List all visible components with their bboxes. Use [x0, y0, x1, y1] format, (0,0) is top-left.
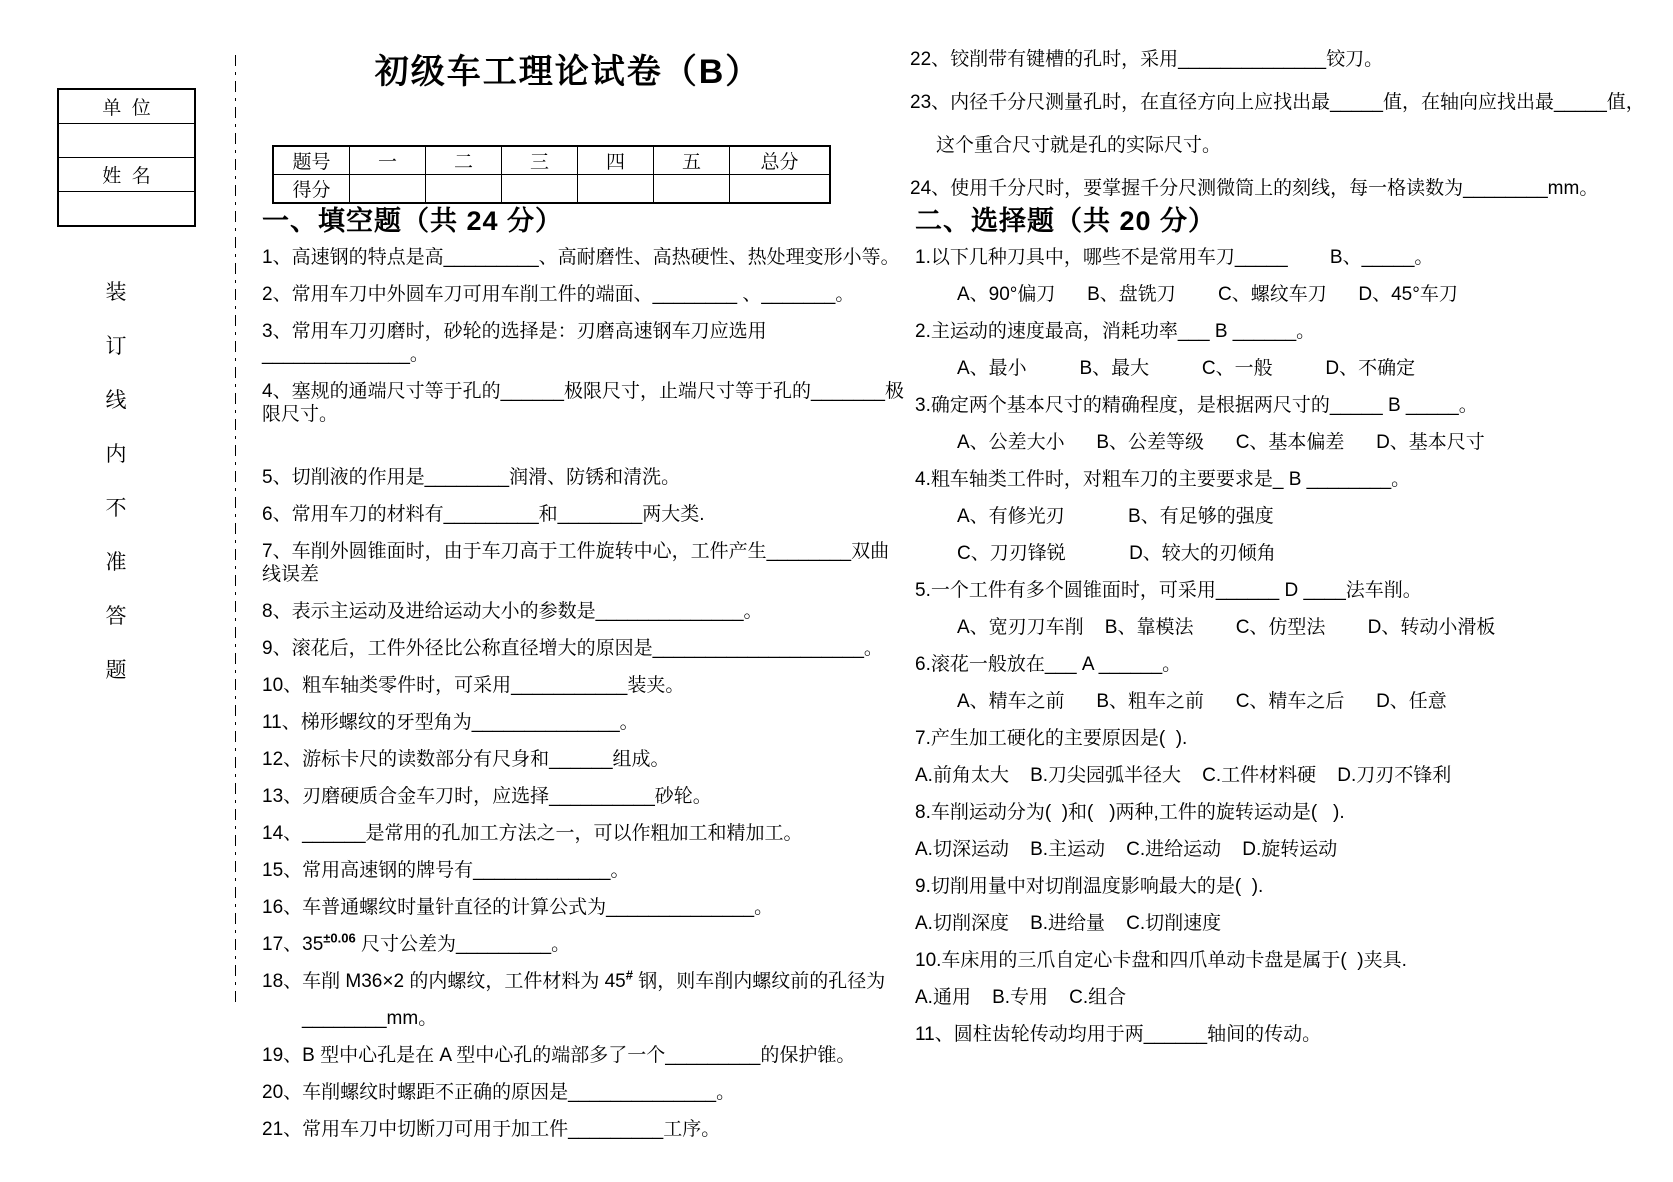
binding-char: 线 [105, 389, 127, 412]
fill-question-18 [262, 967, 907, 993]
fill-question: 10、粗车轴类零件时，可采用___________装夹。 [262, 675, 685, 696]
choice-question: 2.主运动的速度最高，消耗功率___ B ______。 [915, 321, 1316, 342]
section1-heading: 一、填空题（共 24 分） [262, 206, 564, 236]
name-label: 姓 名 [59, 158, 194, 192]
choice-options: A、有修光刃 B、有足够的强度 [957, 506, 1274, 527]
unit-label: 单 位 [59, 90, 194, 124]
unit-name-box [57, 88, 196, 227]
choice-question: 10.车床用的三爪自定心卡盘和四爪单动卡盘是属于( )夹具. [915, 950, 1407, 971]
choice-question: 5.一个工件有多个圆锥面时，可采用______ D ____法车削。 [915, 580, 1422, 601]
binding-char: 不 [105, 497, 127, 520]
score-header-cell: 总分 [730, 146, 831, 175]
binding-line [235, 55, 236, 1005]
choice-question: 6.滚花一般放在___ A ______。 [915, 654, 1182, 675]
section2-heading: 二、选择题（共 20 分） [915, 206, 1217, 236]
score-table [272, 145, 831, 204]
fill-question: 8、表示主运动及进给运动大小的参数是______________。 [262, 601, 763, 622]
q18-steel-grade-superscript: # [625, 967, 633, 983]
fill-question: 21、常用车刀中切断刀可用于加工件_________工序。 [262, 1119, 721, 1140]
score-header-cell: 四 [578, 146, 654, 175]
score-cell-empty [654, 175, 730, 204]
score-row-label: 得分 [273, 175, 350, 204]
name-value-empty [59, 192, 194, 225]
choice-options: A、精车之前 B、粗车之前 C、精车之后 D、任意 [957, 691, 1447, 712]
page-title: 初级车工理论试卷（B） [374, 53, 762, 91]
q18-text: 钢，则车削内螺纹前的孔径为 [632, 971, 886, 992]
choice-options: A.通用 B.专用 C.组合 [915, 987, 1127, 1008]
fill-question: 15、常用高速钢的牌号有_____________。 [262, 860, 630, 881]
fill-question: 4、塞规的通端尺寸等于孔的______极限尺寸，止端尺寸等于孔的_______极限尺寸。 [262, 381, 904, 425]
score-header-cell: 题号 [273, 146, 350, 175]
binding-char: 订 [105, 335, 127, 358]
fill-question: 23、内径千分尺测量孔时，在直径方向上应找出最_____值，在轴向应找出最_____值， [910, 92, 1645, 113]
fill-question: 7、车削外圆锥面时，由于车刀高于工件旋转中心，工件产生________双曲线误差 [262, 541, 890, 585]
choice-question: 9.切削用量中对切削温度影响最大的是( ). [915, 876, 1264, 897]
q17-text: 尺寸公差为_________。 [355, 934, 571, 955]
fill-question: 22、铰削带有键槽的孔时，采用______________铰刀。 [910, 49, 1384, 70]
fill-question: 14、______是常用的孔加工方法之一，可以作粗加工和精加工。 [262, 823, 803, 844]
score-cell-empty [578, 175, 654, 204]
score-cell-empty [730, 175, 831, 204]
fill-question: 19、B 型中心孔是在 A 型中心孔的端部多了一个_________的保护锥。 [262, 1045, 856, 1066]
fill-question: 16、车普通螺纹时量针直径的计算公式为______________。 [262, 897, 774, 918]
fill-question: 6、常用车刀的材料有_________和________两大类. [262, 504, 705, 525]
choice-options: A、最小 B、最大 C、一般 D、不确定 [957, 358, 1416, 379]
score-header-cell: 五 [654, 146, 730, 175]
score-header-cell: 三 [502, 146, 578, 175]
fill-question-18-continuation: ________mm。 [302, 1008, 438, 1029]
choice-options: A、90°偏刀 B、盘铣刀 C、螺纹车刀 D、45°车刀 [957, 284, 1458, 305]
fill-question: 1、高速钢的特点是高_________、高耐磨性、高热硬性、热处理变形小等。 [262, 247, 900, 268]
fill-question-17 [262, 930, 907, 956]
fill-question: 5、切削液的作用是________润滑、防锈和清洗。 [262, 467, 681, 488]
binding-notice [102, 276, 130, 684]
choice-questions-column [915, 246, 1670, 1060]
binding-char: 内 [105, 443, 127, 466]
fill-question: 11、梯形螺纹的牙型角为______________。 [262, 712, 639, 733]
choice-options: A.切深运动 B.主运动 C.进给运动 D.旋转运动 [915, 839, 1338, 860]
fill-question: 20、车削螺纹时螺距不正确的原因是______________。 [262, 1082, 736, 1103]
score-header-cell: 二 [426, 146, 502, 175]
choice-options: A、宽刃刀车削 B、靠模法 C、仿型法 D、转动小滑板 [957, 617, 1496, 638]
fill-questions-column [262, 246, 907, 1155]
choice-question: 7.产生加工硬化的主要原因是( ). [915, 728, 1188, 749]
fill-question: 2、常用车刀中外圆车刀可用车削工件的端面、________ 、_______。 [262, 284, 855, 305]
binding-char: 装 [105, 281, 127, 304]
choice-options: A.切削深度 B.进给量 C.切削速度 [915, 913, 1222, 934]
fill-question: 9、滚花后，工件外径比公称直径增大的原因是____________________。 [262, 638, 883, 659]
fill-question: 12、游标卡尺的读数部分有尺身和______组成。 [262, 749, 670, 770]
binding-char: 准 [105, 551, 127, 574]
q17-text: 17、35 [262, 934, 324, 955]
fill-question: 24、使用千分尺时，要掌握千分尺测微筒上的刻线，每一格读数为________mm。 [910, 178, 1599, 199]
q18-text: 18、车削 M36×2 的内螺纹，工件材料为 45 [262, 971, 626, 992]
choice-options: A.前角太大 B.刀尖园弧半径大 C.工件材料硬 D.刀刃不锋利 [915, 765, 1452, 786]
score-table-header-row [273, 146, 830, 175]
fill-question: 13、刃磨硬质合金车刀时，应选择__________砂轮。 [262, 786, 712, 807]
choice-options: C、刀刃锋锐 D、较大的刃倾角 [957, 543, 1276, 564]
choice-question: 8.车削运动分为( )和( )两种,工件的旋转运动是( ). [915, 802, 1345, 823]
binding-char: 答 [105, 605, 127, 628]
choice-options: A、公差大小 B、公差等级 C、基本偏差 D、基本尺寸 [957, 432, 1485, 453]
fill-question-23-continuation: 这个重合尺寸就是孔的实际尺寸。 [936, 135, 1222, 156]
binding-char: 题 [105, 659, 127, 682]
choice-question: 11、圆柱齿轮传动均用于两______轴间的传动。 [915, 1024, 1322, 1045]
q17-tolerance-superscript: ±0.06 [323, 930, 356, 946]
fill-question: 3、常用车刀刃磨时，砂轮的选择是：刃磨高速钢车刀应选用______________。 [262, 321, 767, 365]
choice-question: 3.确定两个基本尺寸的精确程度，是根据两尺寸的_____ B _____。 [915, 395, 1478, 416]
choice-question: 1.以下几种刀具中，哪些不是常用车刀_____ B、_____。 [915, 247, 1434, 268]
fill-questions-column-right [910, 48, 1660, 220]
choice-question: 4.粗车轴类工件时，对粗车刀的主要要求是_ B ________。 [915, 469, 1411, 490]
unit-value-empty [59, 124, 194, 158]
score-header-cell: 一 [350, 146, 426, 175]
